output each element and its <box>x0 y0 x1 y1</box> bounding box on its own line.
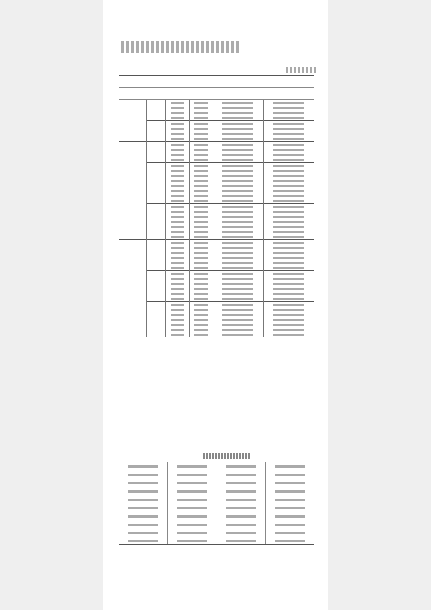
continuation-cell <box>265 528 314 536</box>
table-cell <box>166 332 189 337</box>
continuation-cell <box>168 487 217 495</box>
table-cell <box>213 332 264 337</box>
continuation-cell <box>168 470 217 478</box>
header-cell <box>146 76 166 88</box>
continuation-cell <box>217 528 266 536</box>
continuation-cell <box>168 479 217 487</box>
table-cell <box>189 332 212 337</box>
header-cell <box>119 76 146 88</box>
subgroup-label <box>146 271 166 302</box>
continuation-table <box>119 462 314 545</box>
continuation-cell <box>265 487 314 495</box>
header-cell <box>189 88 212 100</box>
continuation-cell <box>265 512 314 520</box>
continuation-cell <box>119 503 168 511</box>
subgroup-label <box>146 163 166 204</box>
continuation-cell <box>217 537 266 545</box>
continuation-row <box>119 520 314 528</box>
continuation-cell <box>168 537 217 545</box>
continuation-cell <box>168 528 217 536</box>
continuation-cell <box>119 528 168 536</box>
continuation-cell <box>217 520 266 528</box>
continuation-cell <box>119 479 168 487</box>
continuation-cell <box>217 512 266 520</box>
continuation-cell <box>168 512 217 520</box>
subgroup-label <box>146 240 166 271</box>
subgroup-label <box>146 204 166 240</box>
continuation-cell <box>265 537 314 545</box>
header-cell <box>166 88 189 100</box>
continuation-cell <box>265 470 314 478</box>
continuation-row <box>119 528 314 536</box>
group-label <box>119 142 146 240</box>
continuation-cell <box>217 462 266 470</box>
header-cell <box>119 88 146 100</box>
continuation-cell <box>119 512 168 520</box>
continuation-row <box>119 462 314 470</box>
subgroup-label <box>146 100 166 121</box>
subgroup-label <box>146 142 166 163</box>
continuation-cell <box>119 537 168 545</box>
continuation-body <box>119 462 314 545</box>
continuation-cell <box>217 479 266 487</box>
continuation-cell <box>119 495 168 503</box>
continuation-cell <box>217 487 266 495</box>
document-page <box>103 0 328 610</box>
continuation-cell <box>168 520 217 528</box>
table-body <box>119 100 314 338</box>
continuation-row <box>119 503 314 511</box>
continuation-cell <box>217 495 266 503</box>
continuation-cell <box>217 503 266 511</box>
group-label <box>119 240 146 338</box>
continuation-row <box>119 479 314 487</box>
continuation-cell <box>119 470 168 478</box>
continuation-row <box>119 537 314 545</box>
header-row <box>119 88 314 100</box>
header-cell <box>146 88 166 100</box>
continuation-heading <box>203 453 251 459</box>
continuation-cell <box>168 495 217 503</box>
continuation-row <box>119 470 314 478</box>
header-cell <box>213 76 314 88</box>
continuation-cell <box>265 462 314 470</box>
continuation-cell <box>119 520 168 528</box>
continuation-cell <box>119 462 168 470</box>
continuation-row <box>119 495 314 503</box>
header-cell <box>263 88 314 100</box>
continuation-row <box>119 512 314 520</box>
continuation-cell <box>265 495 314 503</box>
continuation-cell <box>265 520 314 528</box>
continuation-cell <box>168 462 217 470</box>
continuation-cell <box>217 470 266 478</box>
continuation-cell <box>168 503 217 511</box>
header-cell <box>213 88 264 100</box>
table-cell <box>263 332 314 337</box>
continuation-cell <box>119 487 168 495</box>
header-cell <box>166 76 189 88</box>
document-title <box>121 41 241 53</box>
group-label <box>119 100 146 142</box>
subgroup-label <box>146 302 166 338</box>
continuation-cell <box>265 503 314 511</box>
subgroup-label <box>146 121 166 142</box>
header-cell <box>189 76 212 88</box>
continuation-row <box>119 487 314 495</box>
unit-note <box>286 67 316 73</box>
continuation-cell <box>265 479 314 487</box>
header-row <box>119 76 314 88</box>
statistics-table <box>119 75 314 337</box>
